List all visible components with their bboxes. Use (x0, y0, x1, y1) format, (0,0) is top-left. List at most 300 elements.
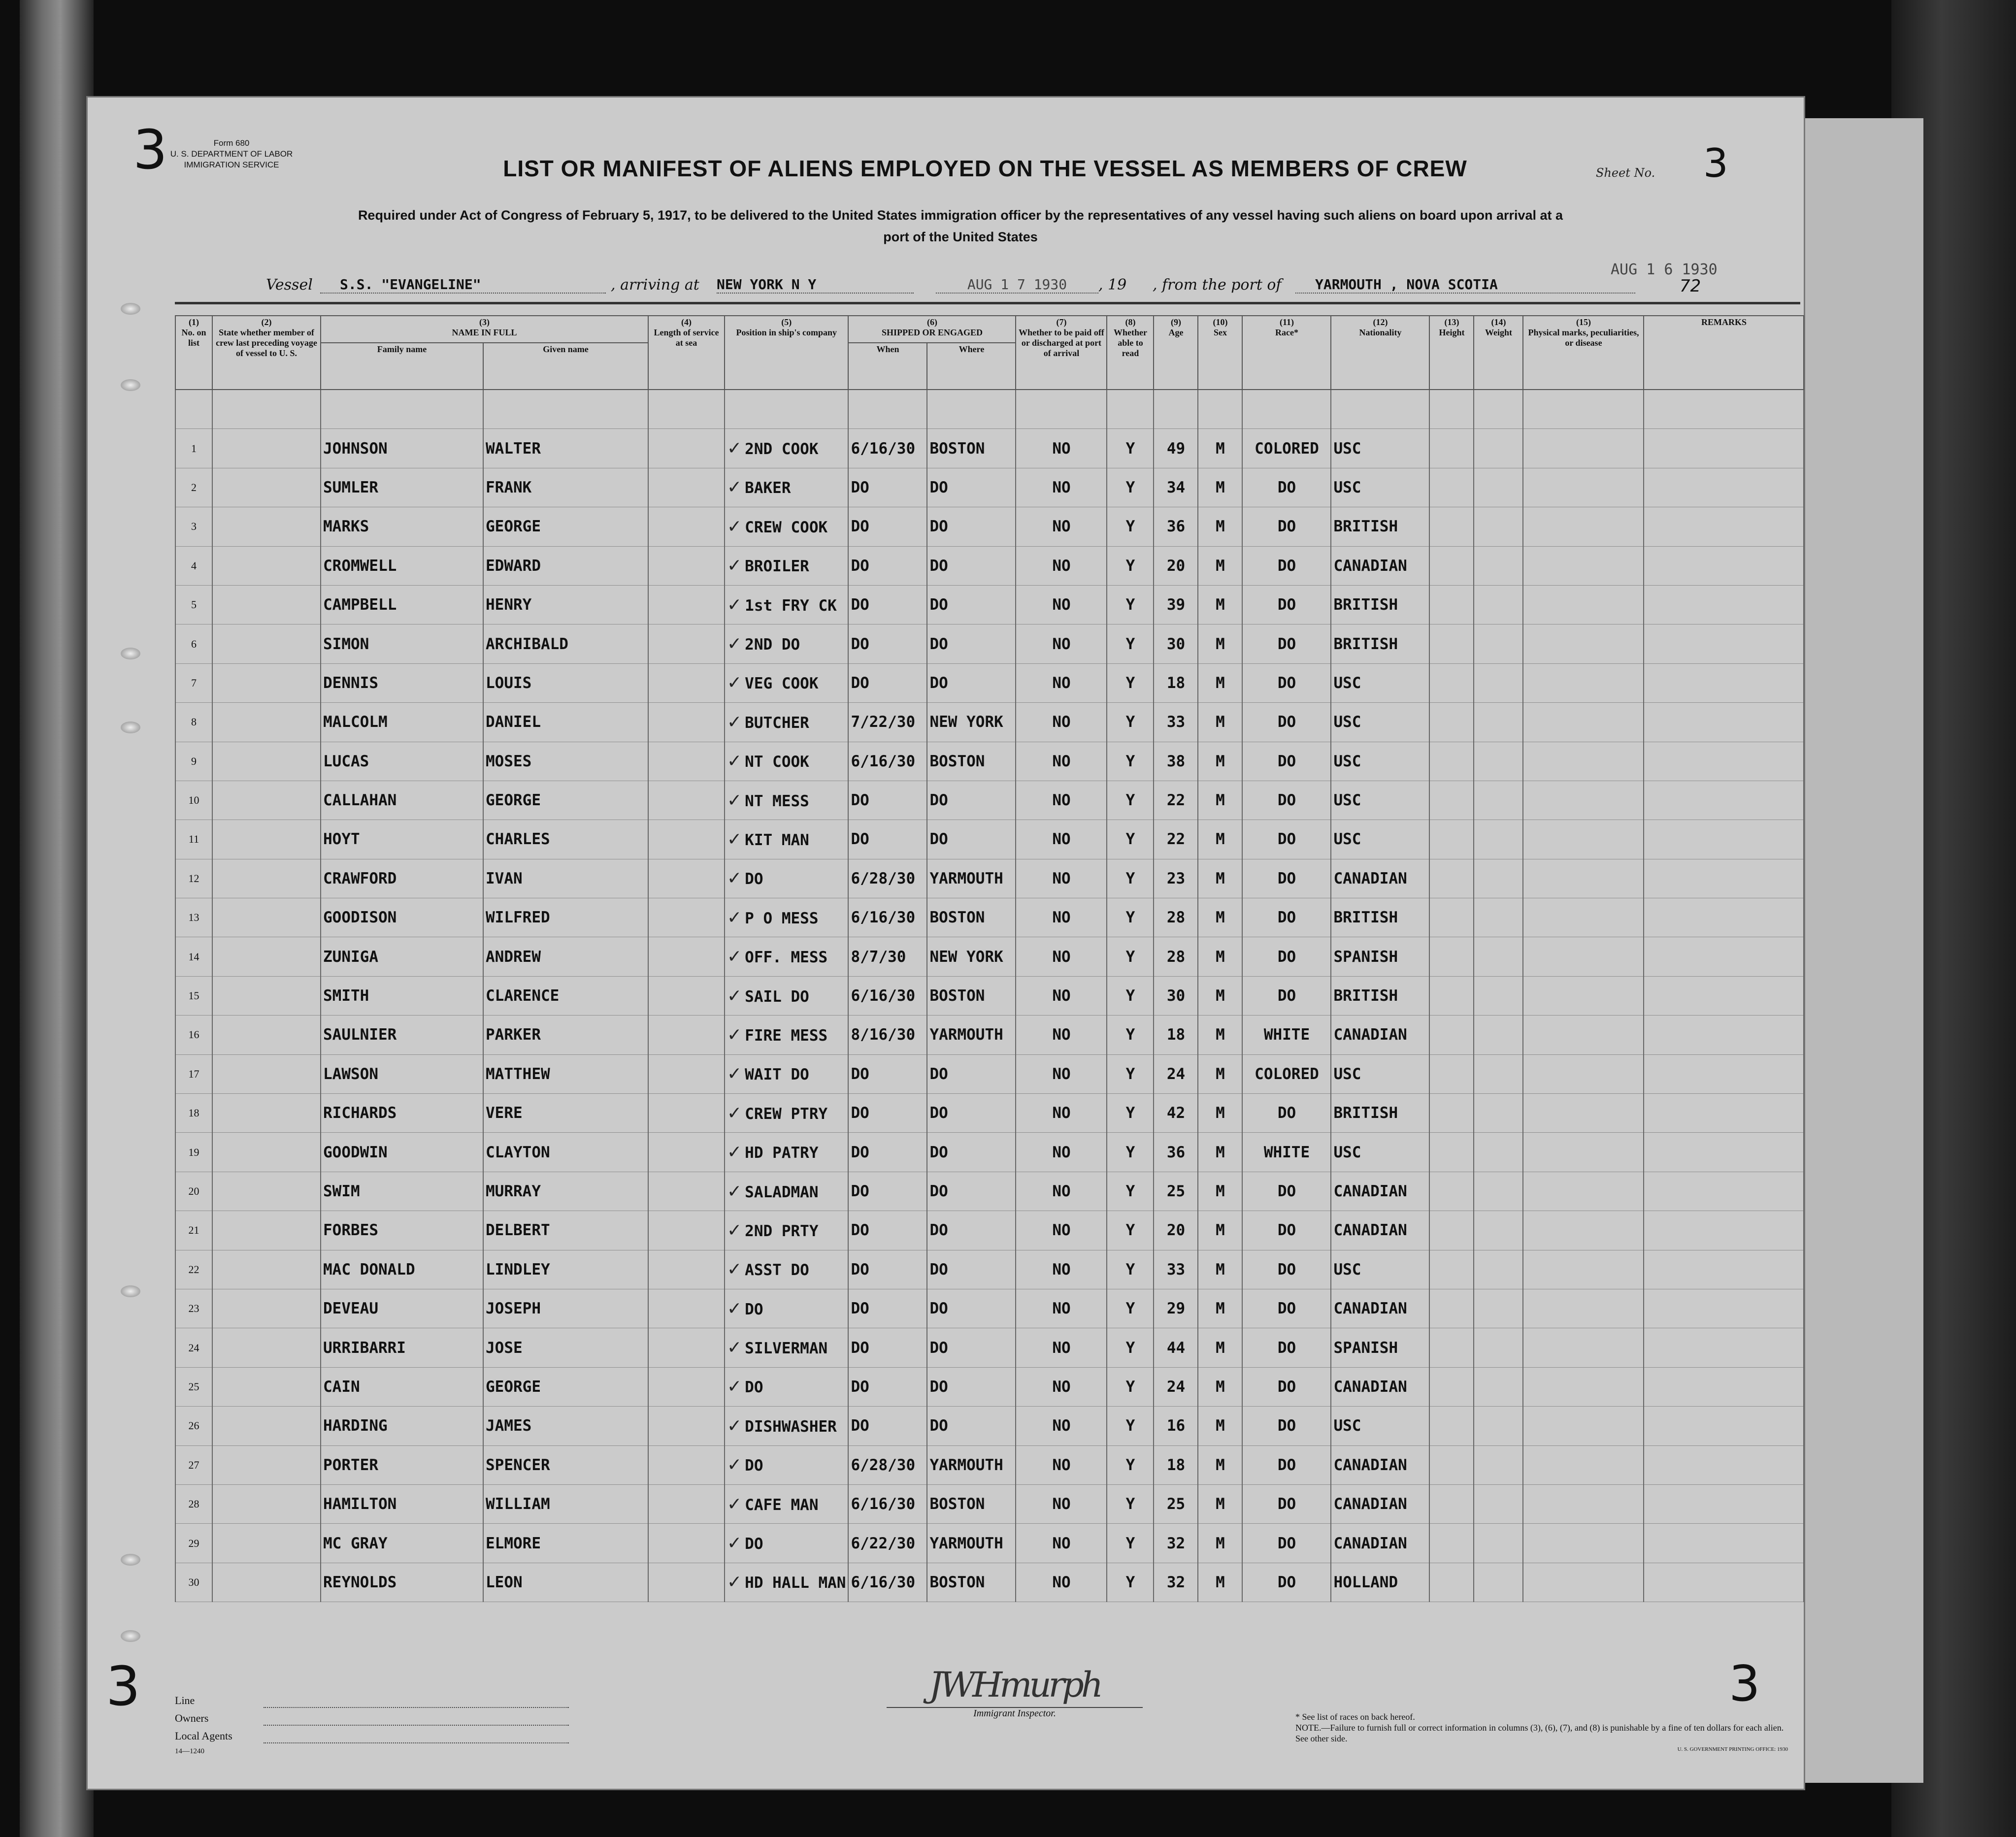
sex: M (1198, 1563, 1242, 1602)
height-cell (1429, 1133, 1474, 1172)
form-header (103, 138, 360, 170)
shipped-where: DO (927, 1289, 1016, 1328)
height-cell (1429, 1172, 1474, 1211)
remarks-cell (1644, 937, 1804, 976)
prior-voyage-cell (212, 703, 321, 742)
able-to-read: Y (1107, 1445, 1154, 1484)
shipped-when: DO (848, 624, 927, 663)
age: 28 (1154, 898, 1198, 937)
sex: M (1198, 1407, 1242, 1445)
inspector-signature-block (887, 1665, 1143, 1739)
shipped-where: YARMOUTH (927, 1016, 1016, 1054)
weight-cell (1474, 976, 1523, 1015)
col-header-age: (9) Age (1154, 316, 1198, 390)
row-number: 4 (175, 546, 212, 585)
paid-off: NO (1016, 1133, 1107, 1172)
nationality: BRITISH (1331, 624, 1429, 663)
service-length-cell (648, 1445, 725, 1484)
able-to-read: Y (1107, 1211, 1154, 1250)
physical-marks-cell (1523, 507, 1644, 546)
sex: M (1198, 976, 1242, 1015)
col-header-no: (1) No. on list (175, 316, 212, 390)
position: ✓ DO (725, 859, 848, 898)
remarks-cell (1644, 781, 1804, 820)
sex: M (1198, 898, 1242, 937)
sex: M (1198, 937, 1242, 976)
row-number: 5 (175, 585, 212, 624)
from-port: YARMOUTH , NOVA SCOTIA (1295, 276, 1635, 294)
weight-cell (1474, 1407, 1523, 1445)
nationality: USC (1331, 429, 1429, 468)
weight-cell (1474, 1563, 1523, 1602)
family-name: HAMILTON (321, 1484, 483, 1523)
col-header-position: (5) Position in ship's company (725, 316, 848, 390)
height-cell (1429, 546, 1474, 585)
sex: M (1198, 1016, 1242, 1054)
able-to-read: Y (1107, 1094, 1154, 1133)
nationality: USC (1331, 468, 1429, 507)
physical-marks-cell (1523, 429, 1644, 468)
paid-off: NO (1016, 1524, 1107, 1563)
race: DO (1242, 937, 1331, 976)
able-to-read: Y (1107, 585, 1154, 624)
position: ✓ DO (725, 1367, 848, 1406)
paid-off: NO (1016, 898, 1107, 937)
height-cell (1429, 624, 1474, 663)
weight-cell (1474, 1054, 1523, 1093)
remarks-cell (1644, 1016, 1804, 1054)
family-name: SUMLER (321, 468, 483, 507)
age: 24 (1154, 1054, 1198, 1093)
table-row (175, 546, 1804, 585)
prior-voyage-cell (212, 1289, 321, 1328)
shipped-when: DO (848, 1133, 927, 1172)
age: 36 (1154, 1133, 1198, 1172)
paid-off: NO (1016, 703, 1107, 742)
age: 33 (1154, 703, 1198, 742)
table-row (175, 663, 1804, 702)
table-row (175, 742, 1804, 781)
arriving-port: NEW YORK N Y (717, 276, 914, 294)
physical-marks-cell (1523, 546, 1644, 585)
family-name: SAULNIER (321, 1016, 483, 1054)
weight-cell (1474, 1133, 1523, 1172)
position: ✓ DISHWASHER (725, 1407, 848, 1445)
arrival-date-stamp: AUG 1 7 1930 (936, 276, 1098, 294)
col-header-family-name: Family name (321, 343, 483, 390)
shipped-where: YARMOUTH (927, 1445, 1016, 1484)
col-header-service-length: (4) Length of service at sea (648, 316, 725, 390)
table-row (175, 1524, 1804, 1563)
prior-voyage-cell (212, 1094, 321, 1133)
nationality: CANADIAN (1331, 1172, 1429, 1211)
age: 30 (1154, 976, 1198, 1015)
given-name: GEORGE (483, 1367, 648, 1406)
shipped-when: 6/16/30 (848, 898, 927, 937)
shipped-where: DO (927, 546, 1016, 585)
height-cell (1429, 742, 1474, 781)
col-header-nationality: (12) Nationality (1331, 316, 1429, 390)
given-name: HENRY (483, 585, 648, 624)
physical-marks-cell (1523, 1289, 1644, 1328)
physical-marks-cell (1523, 468, 1644, 507)
service-length-cell (648, 859, 725, 898)
height-cell (1429, 937, 1474, 976)
physical-marks-cell (1523, 1484, 1644, 1523)
race: DO (1242, 468, 1331, 507)
shipped-where: BOSTON (927, 742, 1016, 781)
checkmark-icon: ✓ (727, 1181, 742, 1202)
able-to-read: Y (1107, 859, 1154, 898)
row-number: 30 (175, 1563, 212, 1602)
physical-marks-cell (1523, 585, 1644, 624)
age: 20 (1154, 546, 1198, 585)
family-name: LUCAS (321, 742, 483, 781)
row-number: 9 (175, 742, 212, 781)
service-length-cell (648, 976, 725, 1015)
sex: M (1198, 468, 1242, 507)
remarks-cell (1644, 546, 1804, 585)
shipped-where: BOSTON (927, 976, 1016, 1015)
checkmark-icon: ✓ (727, 1338, 742, 1358)
shipped-when: 6/16/30 (848, 429, 927, 468)
height-cell (1429, 1328, 1474, 1367)
sex: M (1198, 663, 1242, 702)
family-name: CROMWELL (321, 546, 483, 585)
row-number: 28 (175, 1484, 212, 1523)
subtitle-line-1: Required under Act of Congress of February 5, 1917, to be delivered to the United States immigration officer by the representatives of any vessel having such aliens on board upon arrival at a (358, 208, 1563, 223)
table-row (175, 976, 1804, 1015)
shipped-where: DO (927, 507, 1016, 546)
race: DO (1242, 1445, 1331, 1484)
remarks-cell (1644, 468, 1804, 507)
race: WHITE (1242, 1016, 1331, 1054)
nationality: USC (1331, 781, 1429, 820)
service-length-cell (648, 1054, 725, 1093)
shipped-when: DO (848, 1407, 927, 1445)
weight-cell (1474, 781, 1523, 820)
checkmark-icon: ✓ (727, 712, 742, 732)
weight-cell (1474, 1211, 1523, 1250)
physical-marks-cell (1523, 1445, 1644, 1484)
physical-marks-cell (1523, 937, 1644, 976)
table-row (175, 1211, 1804, 1250)
table-row (175, 703, 1804, 742)
adjacent-page-edge (1805, 118, 1923, 1783)
race: DO (1242, 859, 1331, 898)
sex: M (1198, 703, 1242, 742)
remarks-cell (1644, 1524, 1804, 1563)
crew-rows (175, 390, 1804, 1602)
position: ✓ VEG COOK (725, 663, 848, 702)
col-header-prior-voyage: (2) State whether member of crew last preceding voyage of vessel to U. S. (212, 316, 321, 390)
paid-off: NO (1016, 976, 1107, 1015)
given-name: CHARLES (483, 820, 648, 859)
shipped-where: DO (927, 820, 1016, 859)
checkmark-icon: ✓ (727, 1415, 742, 1436)
position: ✓ OFF. MESS (725, 937, 848, 976)
family-name: HARDING (321, 1407, 483, 1445)
weight-cell (1474, 1250, 1523, 1289)
physical-marks-cell (1523, 1524, 1644, 1563)
checkmark-icon: ✓ (727, 868, 742, 889)
shipped-when: DO (848, 1054, 927, 1093)
vessel-name: S.S. "EVANGELINE" (320, 276, 606, 294)
col-header-paid-off: (7) Whether to be paid off or discharged at port of arrival (1016, 316, 1107, 390)
age: 42 (1154, 1094, 1198, 1133)
prior-voyage-cell (212, 976, 321, 1015)
race: COLORED (1242, 429, 1331, 468)
height-cell (1429, 1524, 1474, 1563)
shipped-where: BOSTON (927, 429, 1016, 468)
shipped-where: DO (927, 1094, 1016, 1133)
col-header-remarks: REMARKS (1644, 316, 1804, 390)
row-number: 18 (175, 1094, 212, 1133)
row-number: 8 (175, 703, 212, 742)
shipped-when: 6/16/30 (848, 976, 927, 1015)
physical-marks-cell (1523, 1094, 1644, 1133)
nationality: BRITISH (1331, 507, 1429, 546)
row-number: 17 (175, 1054, 212, 1093)
remarks-cell (1644, 429, 1804, 468)
able-to-read: Y (1107, 1016, 1154, 1054)
row-number: 10 (175, 781, 212, 820)
remarks-cell (1644, 1328, 1804, 1367)
shipped-where: DO (927, 1250, 1016, 1289)
nationality: CANADIAN (1331, 1211, 1429, 1250)
race: WHITE (1242, 1133, 1331, 1172)
weight-cell (1474, 546, 1523, 585)
paid-off: NO (1016, 1445, 1107, 1484)
height-cell (1429, 1445, 1474, 1484)
punch-hole (121, 1285, 140, 1297)
weight-cell (1474, 1445, 1523, 1484)
service-length-cell (648, 1367, 725, 1406)
physical-marks-cell (1523, 1211, 1644, 1250)
remarks-cell (1644, 1445, 1804, 1484)
weight-cell (1474, 1484, 1523, 1523)
sex: M (1198, 1094, 1242, 1133)
height-cell (1429, 663, 1474, 702)
table-row (175, 1484, 1804, 1523)
footnote (1295, 1711, 1788, 1755)
inspector-signature: JWHmurph (929, 1665, 1100, 1705)
paid-off: NO (1016, 1172, 1107, 1211)
height-cell (1429, 429, 1474, 468)
service-length-cell (648, 820, 725, 859)
checkmark-icon: ✓ (727, 477, 742, 498)
position: ✓ DO (725, 1445, 848, 1484)
race: DO (1242, 1250, 1331, 1289)
family-name: MARKS (321, 507, 483, 546)
paid-off: NO (1016, 1054, 1107, 1093)
family-name: CAMPBELL (321, 585, 483, 624)
remarks-cell (1644, 1211, 1804, 1250)
prior-voyage-cell (212, 820, 321, 859)
shipped-when: 8/7/30 (848, 937, 927, 976)
prior-voyage-cell (212, 546, 321, 585)
nationality: CANADIAN (1331, 1524, 1429, 1563)
paid-off: NO (1016, 1407, 1107, 1445)
position: ✓ 1st FRY CK (725, 585, 848, 624)
paid-off: NO (1016, 1211, 1107, 1250)
arriving-label: , arriving at (611, 276, 699, 294)
sex: M (1198, 624, 1242, 663)
race: DO (1242, 976, 1331, 1015)
shipped-when: DO (848, 663, 927, 702)
given-name: CLARENCE (483, 976, 648, 1015)
remarks-cell (1644, 1250, 1804, 1289)
given-name: GEORGE (483, 507, 648, 546)
prior-voyage-cell (212, 1250, 321, 1289)
physical-marks-cell (1523, 1054, 1644, 1093)
physical-marks-cell (1523, 781, 1644, 820)
sex: M (1198, 546, 1242, 585)
bottom-right-mark: 3 (1729, 1655, 1760, 1712)
weight-cell (1474, 1289, 1523, 1328)
physical-marks-cell (1523, 1367, 1644, 1406)
paid-off: NO (1016, 468, 1107, 507)
given-name: CLAYTON (483, 1133, 648, 1172)
given-name: JAMES (483, 1407, 648, 1445)
age: 18 (1154, 1016, 1198, 1054)
prior-voyage-cell (212, 1367, 321, 1406)
table-row (175, 1407, 1804, 1445)
given-name: GEORGE (483, 781, 648, 820)
given-name: PARKER (483, 1016, 648, 1054)
col-header-weight: (14) Weight (1474, 316, 1523, 390)
subtitle-line-2: port of the United States (883, 230, 1038, 244)
service-length-cell (648, 742, 725, 781)
given-name: DANIEL (483, 703, 648, 742)
table-row (175, 1445, 1804, 1484)
shipped-when: DO (848, 585, 927, 624)
vessel-label: Vessel (266, 276, 313, 294)
family-name: DENNIS (321, 663, 483, 702)
sex: M (1198, 1328, 1242, 1367)
able-to-read: Y (1107, 1484, 1154, 1523)
weight-cell (1474, 624, 1523, 663)
table-row (175, 859, 1804, 898)
race: DO (1242, 1289, 1331, 1328)
prior-voyage-cell (212, 1484, 321, 1523)
shipped-where: DO (927, 1172, 1016, 1211)
checkmark-icon: ✓ (727, 1572, 742, 1593)
family-name: GOODWIN (321, 1133, 483, 1172)
able-to-read: Y (1107, 976, 1154, 1015)
crew-manifest-table (175, 315, 1804, 1602)
race: DO (1242, 1407, 1331, 1445)
prior-voyage-cell (212, 429, 321, 468)
checkmark-icon: ✓ (727, 1494, 742, 1514)
service-length-cell (648, 468, 725, 507)
sex: M (1198, 507, 1242, 546)
table-row (175, 624, 1804, 663)
given-name: WALTER (483, 429, 648, 468)
service: IMMIGRATION SERVICE (184, 160, 279, 169)
prior-voyage-cell (212, 1328, 321, 1367)
age: 16 (1154, 1407, 1198, 1445)
sex: M (1198, 1250, 1242, 1289)
table-row (175, 468, 1804, 507)
height-cell (1429, 1407, 1474, 1445)
race: DO (1242, 585, 1331, 624)
shipped-where: DO (927, 585, 1016, 624)
age: 33 (1154, 1250, 1198, 1289)
remarks-cell (1644, 859, 1804, 898)
given-name: SPENCER (483, 1445, 648, 1484)
table-row (175, 507, 1804, 546)
service-length-cell (648, 1407, 725, 1445)
family-name: CAIN (321, 1367, 483, 1406)
shipped-when: 6/16/30 (848, 742, 927, 781)
checkmark-icon: ✓ (727, 947, 742, 967)
prior-voyage-cell (212, 1445, 321, 1484)
table-row (175, 1016, 1804, 1054)
nationality: USC (1331, 663, 1429, 702)
weight-cell (1474, 1016, 1523, 1054)
checkmark-icon: ✓ (727, 1024, 742, 1045)
prior-voyage-cell (212, 663, 321, 702)
sex: M (1198, 1172, 1242, 1211)
given-name: FRANK (483, 468, 648, 507)
binder-edge (20, 0, 94, 1837)
height-cell (1429, 703, 1474, 742)
physical-marks-cell (1523, 1407, 1644, 1445)
vessel-line (266, 261, 1793, 298)
prior-voyage-cell (212, 1524, 321, 1563)
weight-cell (1474, 663, 1523, 702)
shipped-where: DO (927, 1407, 1016, 1445)
position: ✓ HD PATRY (725, 1133, 848, 1172)
height-cell (1429, 507, 1474, 546)
shipped-when: 6/16/30 (848, 1484, 927, 1523)
service-length-cell (648, 1211, 725, 1250)
remarks-cell (1644, 976, 1804, 1015)
able-to-read: Y (1107, 546, 1154, 585)
prior-voyage-cell (212, 898, 321, 937)
shipped-when: 6/28/30 (848, 859, 927, 898)
age: 23 (1154, 859, 1198, 898)
position: ✓ 2ND PRTY (725, 1211, 848, 1250)
col-header-physical-marks: (15) Physical marks, peculiarities, or disease (1523, 316, 1644, 390)
sex: M (1198, 1524, 1242, 1563)
height-cell (1429, 1094, 1474, 1133)
row-number: 12 (175, 859, 212, 898)
prior-voyage-cell (212, 781, 321, 820)
punch-hole (121, 303, 140, 315)
nationality: USC (1331, 1250, 1429, 1289)
checkmark-icon: ✓ (727, 1103, 742, 1123)
nationality: BRITISH (1331, 976, 1429, 1015)
paid-off: NO (1016, 1094, 1107, 1133)
checkmark-icon: ✓ (727, 1455, 742, 1476)
age: 18 (1154, 1445, 1198, 1484)
weight-cell (1474, 742, 1523, 781)
position: ✓ NT MESS (725, 781, 848, 820)
checkmark-icon: ✓ (727, 594, 742, 615)
sex: M (1198, 1054, 1242, 1093)
able-to-read: Y (1107, 742, 1154, 781)
age: 28 (1154, 937, 1198, 976)
checkmark-icon: ✓ (727, 907, 742, 928)
nationality: USC (1331, 703, 1429, 742)
family-name: GOODISON (321, 898, 483, 937)
paid-off: NO (1016, 1367, 1107, 1406)
family-name: MAC DONALD (321, 1250, 483, 1289)
shipped-when: 6/22/30 (848, 1524, 927, 1563)
row-number: 6 (175, 624, 212, 663)
